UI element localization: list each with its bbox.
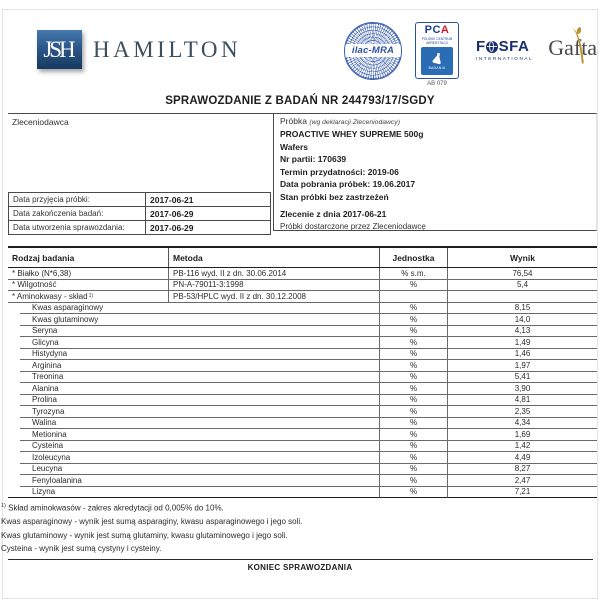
table-row <box>8 475 597 487</box>
info-section <box>8 113 597 235</box>
row-result: 2,35 <box>447 406 597 418</box>
row-unit: % <box>379 452 447 464</box>
row-unit: % <box>379 475 447 487</box>
ilac-mra-stamp-icon <box>344 22 402 80</box>
row-result: 8,15 <box>447 303 597 315</box>
table-row <box>8 383 597 395</box>
pca-badge <box>415 22 459 87</box>
delivery-line: Próbki dostarczone przez Zleceniodawcę <box>280 221 426 231</box>
footer-divider <box>8 559 593 560</box>
row-test-name: Walina <box>20 418 379 430</box>
row-unit: % <box>379 372 447 384</box>
globe-icon <box>486 41 498 53</box>
table-row <box>8 372 597 384</box>
row-indent <box>8 464 20 476</box>
table-row <box>9 193 271 207</box>
column-header-unit: Jednostka <box>379 248 447 267</box>
sample-collection-date: Data pobrania próbek: 19.06.2017 <box>280 179 416 189</box>
sample-label-note: (wg deklaracji Zleceniodawcy) <box>309 119 400 126</box>
results-rows <box>8 268 597 498</box>
row-indent <box>8 406 20 418</box>
table-row <box>8 487 597 499</box>
row-unit: % <box>379 326 447 338</box>
table-row <box>8 268 597 280</box>
client-label: Zleceniodawca <box>12 117 69 127</box>
table-row <box>8 452 597 464</box>
sample-label: Próbka (wg deklaracji Zleceniodawcy) <box>280 116 400 126</box>
table-row <box>8 406 597 418</box>
row-result: 1,97 <box>447 360 597 372</box>
footnote: $^{1)}$ Skład aminokwasów - zakres akredytacji od 0,005% do 10%. <box>1 503 224 513</box>
row-unit: % <box>379 395 447 407</box>
row-result: 4,49 <box>447 452 597 464</box>
row-test-name: Kwas glutaminowy <box>20 314 379 326</box>
results-header-row <box>8 248 597 268</box>
row-result: 1,46 <box>447 349 597 361</box>
column-header-result: Wynik <box>447 248 597 267</box>
row-result: 7,21 <box>447 487 597 499</box>
footnote: Cysteina - wynik jest sumą cystyny i cysteiny. <box>1 544 162 554</box>
row-unit: % <box>379 464 447 476</box>
row-test-name: * Białko (N*6,38) <box>8 268 168 280</box>
row-indent <box>8 487 20 499</box>
date-label: Data utworzenia sprawozdania: <box>9 221 146 235</box>
fosfa-label-left: F <box>476 38 486 55</box>
sample-batch: Nr partii: 170639 <box>280 154 347 164</box>
row-result: 1,42 <box>447 441 597 453</box>
row-test-name: Glicyna <box>20 337 379 349</box>
gafta-logo <box>548 35 597 61</box>
row-unit: % <box>379 280 447 292</box>
date-label: Data zakończenia badań: <box>9 207 146 221</box>
column-header-test: Rodzaj badania <box>12 252 75 263</box>
row-result: 8,27 <box>447 464 597 476</box>
accreditation-badges <box>344 22 597 87</box>
sample-condition: Stan próbki bez zastrzeżeń <box>280 191 389 202</box>
date-value: 2017-06-21 <box>146 193 271 207</box>
row-result: 1,49 <box>447 337 597 349</box>
fosfa-sub-label: INTERNATIONAL <box>476 56 534 61</box>
pca-cert-number: AB 079 <box>427 81 447 87</box>
date-value: 2017-06-29 <box>146 207 271 221</box>
row-result: 2,47 <box>447 475 597 487</box>
table-row <box>9 207 271 221</box>
table-row <box>8 337 597 349</box>
row-result: 4,81 <box>447 395 597 407</box>
date-label: Data przyjęcia próbki: <box>9 193 146 207</box>
table-row <box>9 221 271 235</box>
table-row <box>8 280 597 292</box>
row-unit: % s.m. <box>379 268 447 280</box>
gafta-leaf-icon <box>576 27 582 35</box>
row-test-name: Metionina <box>20 429 379 441</box>
row-unit: % <box>379 441 447 453</box>
row-result: 4,34 <box>447 418 597 430</box>
row-test-name: Izoleucyna <box>20 452 379 464</box>
row-result: 5,4 <box>447 280 597 292</box>
row-test-name: Treonina <box>20 372 379 384</box>
row-unit: % <box>379 418 447 430</box>
sample-box <box>273 113 597 231</box>
row-unit: % <box>379 349 447 361</box>
row-unit <box>379 291 447 303</box>
row-indent <box>8 326 20 338</box>
row-unit: % <box>379 406 447 418</box>
client-box <box>8 113 273 235</box>
row-indent <box>8 303 20 315</box>
row-unit: % <box>379 360 447 372</box>
pca-badania-label: BADANIA <box>428 66 446 70</box>
row-method: PB-53/HPLC wyd. II z dn. 30.12.2008 <box>168 291 379 303</box>
fosfa-logo <box>476 38 533 61</box>
column-header-method: Metoda <box>168 248 379 267</box>
table-row <box>8 349 597 361</box>
table-row <box>8 360 597 372</box>
row-indent <box>8 441 20 453</box>
row-unit: % <box>379 337 447 349</box>
results-table <box>8 246 597 498</box>
row-result <box>447 291 597 303</box>
pca-box <box>415 22 459 79</box>
row-method: PB-116 wyd. II z dn. 30.06.2014 <box>168 268 379 280</box>
table-row <box>8 303 597 315</box>
row-test-name: Lizyna <box>20 487 379 499</box>
row-test-name: Histydyna <box>20 349 379 361</box>
row-indent <box>8 395 20 407</box>
row-result: 14,0 <box>447 314 597 326</box>
ilac-mra-label: ilac-MRA <box>344 44 402 57</box>
row-indent <box>8 475 20 487</box>
footnote: Kwas asparaginowy - wynik jest sumą asparaginy, kwasu asparaginowego i jego soli. <box>1 517 303 527</box>
row-result: 5,41 <box>447 372 597 384</box>
table-row <box>8 326 597 338</box>
pca-org-name: POLSKIE CENTRUM AKREDYTACJI <box>421 37 453 45</box>
row-test-name: Alanina <box>20 383 379 395</box>
table-row <box>8 464 597 476</box>
row-indent <box>8 349 20 361</box>
pca-label: PCA <box>424 24 450 36</box>
row-test-name: Prolina <box>20 395 379 407</box>
jsh-logo-icon: JSH <box>37 30 82 69</box>
row-indent <box>8 314 20 326</box>
row-result: 76,54 <box>447 268 597 280</box>
table-row <box>8 441 597 453</box>
fosfa-label-right: SFA <box>498 38 530 55</box>
row-indent <box>8 418 20 430</box>
order-line: Zlecenie z dnia 2017-06-21 <box>280 209 387 219</box>
row-indent <box>8 337 20 349</box>
row-test-name: Seryna <box>20 326 379 338</box>
row-unit: % <box>379 303 447 315</box>
company-logo <box>37 30 241 69</box>
row-indent <box>8 429 20 441</box>
row-unit: % <box>379 429 447 441</box>
table-row <box>8 314 597 326</box>
sample-expiry: Termin przydatności: 2019-06 <box>280 166 399 177</box>
table-row <box>8 429 597 441</box>
row-method: PN-A-79011-3:1998 <box>168 280 379 292</box>
sample-type: Wafers <box>280 141 309 152</box>
row-test-name: Tyrozyna <box>20 406 379 418</box>
row-indent <box>8 452 20 464</box>
pca-badania-box <box>421 47 453 75</box>
row-result: 3,90 <box>447 383 597 395</box>
company-name: HAMILTON <box>93 36 242 62</box>
date-value: 2017-06-29 <box>146 221 271 235</box>
row-unit: % <box>379 383 447 395</box>
dates-table <box>8 192 271 235</box>
flask-icon <box>430 51 444 66</box>
row-indent <box>8 372 20 384</box>
footnotes <box>1 500 597 556</box>
row-unit: % <box>379 487 447 499</box>
gafta-label: Gafta <box>548 35 598 60</box>
row-test-name: * Aminokwasy - skład 1) <box>8 291 168 303</box>
report-title: SPRAWOZDANIE Z BADAŃ NR 244793/17/SGDY <box>165 95 435 107</box>
row-test-name: Leucyna <box>20 464 379 476</box>
row-indent <box>8 383 20 395</box>
row-result: 1,69 <box>447 429 597 441</box>
row-indent <box>8 360 20 372</box>
row-result: 4,13 <box>447 326 597 338</box>
row-test-name: * Wilgotność <box>8 280 168 292</box>
row-test-name: Arginina <box>20 360 379 372</box>
row-test-name: Kwas asparaginowy <box>20 303 379 315</box>
footnote: Kwas glutaminowy - wynik jest sumą glutaminy, kwasu glutaminowego i jego soli. <box>1 530 288 540</box>
table-row <box>8 395 597 407</box>
row-test-name: Fenyloalanina <box>20 475 379 487</box>
table-row <box>8 291 597 303</box>
row-test-name: Cysteina <box>20 441 379 453</box>
sample-product: PROACTIVE WHEY SUPREME 500g <box>280 129 424 139</box>
end-of-report-label: KONIEC SPRAWOZDANIA <box>247 563 353 572</box>
row-unit: % <box>379 314 447 326</box>
table-row <box>8 418 597 430</box>
